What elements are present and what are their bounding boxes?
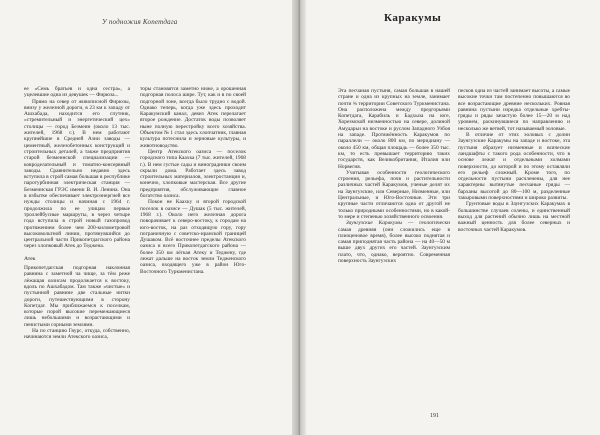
paragraph: торы становятся заметно ниже, а орошенная подгорная полоса шире. Тут, как и в по своей подгорной зоне, всегда было трудно с водой. Однако теперь, когда уже здесь проходит Каракумский канал, девиз Атек перелагает второе рождение. Достаток воды позволяет ныне полную перестройку всего хозяйства. Объектом № 1 стал здесь хлопчатник, главная культура потеснила и зерновые культуры, и животноводство. [140,86,246,149]
paragraph: Прикопетдагская подгорная наклонная равнина с заметной ча чище, за тём реже лёжащая оазисам продолжается к востоку, вдоль по Ашхабадом. Там также «чистые» и пустынной равнине две стальные нитки дороги, путешествующими в сторону Копетдаг. Мы приближаемся к поселкам, которые порой высокие перемежающиеся лишь небольшими и возрастающими и пенистыми сорными землями. [24,265,130,328]
paragraph: песков одна из частей занимает высоты, а самые высокие точки там постепенно повышаются во все возрастающие древние нескольких. Ровная равнина пустыни изредка отдельные хребты-гряды и ряды зачастую более 15—20 м над уровнем, раскинувшиеся по направлению и несколько же ветвей, тот называемый эоловые. [458,88,570,132]
paragraph: На по станцию Гяурс, откуда, собственно, начинаются земли Атекского оазиса, [24,327,130,341]
paragraph: ее «Семь братьев и одна сестра», а уцелевшие одна из девушек — Фирюза... [24,86,130,99]
subsection-heading: Заунгузские Каракумы [346,220,403,227]
paragraph: Грунтовые воды в Заунгузских Каракумах в большинстве случаев солены, и единственный выход для растений обычно лишь на местной важный ценность для более северных и восточных частей Каракумов. [458,201,570,233]
text-column-1 [24,86,130,341]
section-title: Каракумы [384,12,442,24]
text-column-2 [140,86,246,275]
running-head: У подножия Копетдага [102,18,178,26]
text-column-3 [338,88,450,264]
paragraph: Учитывая особенности геологического строения, рельефа, почв и растительности различных частей Каракумов, ученые делят их на Заунгузские, или Северные, Низменные, или Центральные, и Юго-Восточные. Эти три крупные части отличаются одна от другой не только природными особенностями, но в какой-то мере и степенью хозяйственного освоения. [338,169,450,220]
paragraph-text: — геологически самая древняя (они сложились еще в плиоценовое время), более высоко поднятая и самая приподнятая часть района — на 40—50 м выше двух других его частей. Заунгузским плато, что, однако, вероятно. Современная поверхность Заунгузских [338,220,451,265]
page-number: 191 [430,413,439,419]
paragraph: Эта песчаная пустыня, самая большая в нашей стране и одна из крупных на земле, занимает почти ¾ территории Советского Туркменистана. Она расположена между предгорьями Копетдага, Карабиль и Бадхыза на юге, Хорезмской низменностью на севере, долиной Амударьи на востоке и руслом Западного Узбоя на западе. Протяжённость Каракумов по параллели — около 800 км, по меридиану — около 450 км, общая площадь — более 350 тыс. км, то есть превышает территорию таких государств, как Великобритания, Италия или Норвегия. [338,88,450,170]
book-gutter [292,0,306,435]
text-column-4 [458,88,570,233]
paragraph: В отличие от этих эоловых с долин Заунгузские Каракумы на западе и востоке, эта пустыня образует низменные и всяческие ландшафты с такого рода особенности, что в основе лежат и отдельными холмами поверхности, до которой и по этому оставляли его рельеф сложный. Кроме того, по отдельности пустыни расчленены, для нее характерны вытянутые песчаные гряды — барханы высотой до 80—100 м, разделенные такыровыми поверхностями и широко развиты. [458,132,570,202]
paragraph: Центр Атекского оазиса — поселок городского типа Каахка (7 тыс. жителей, 1968 г.). В нем густые сады и виноградники своим скрыли дома. Работает здесь завод строительных материалов, электростанция и, конечно, хлопковые мастерская. Все другие предприятия, обслуживающие главное богатство оазиса. [140,148,246,200]
paragraph: Покон не Каахку и второй городской поселок в оазисе — Душак (5 тыс. жителей, 1968 г.). Около него железная дорога поворачивает к северо-востоку, к городам на юго-восток, на раз отходящую гору, гору пограничную с советско-иранской границей Душаком. Всё восточнее пределы Атекского оазиса и всего Прикопетдагского района — более 350 км лёгкая Атеку и Теджену, где лежат дальше на восток земли Тедженского оазиса, входящего уже в район Юго-Восточного Туркменистана. [140,199,246,275]
paragraph [338,220,450,264]
subsection-heading: Атек [24,255,36,262]
paragraph: Прямо на север от живописной Фирюзы, внизу у железной дороги, в 23 км к западу от Ашхабада, находится его спутник, «стремительный и энергетический цех» столицы — город Безмеин (около 13 тыс. жителей, 1968 г.). В нем работают крупнейшие в Средней Азии заводы — цементный, железобетонных конструкций и строительных деталей, а также предприятия старой безмеинской специализации — ковроделательный и томатно-консервный заводы. Сравнительно недавно здесь вступила в строй самая большая в республике паротурбинная электрическая станция — Безмеинская ГРЭС имени В. И. Ленина. Она в избытке обеспечивает электроэнергией все нужды столицы и начиная с 1964 г. продолжила по ее улицам первые троллейбусные маршруты, в через четыре года вступила в строй новый газопровод протяжением более чем 200-километровой высоковольтной линии, протянувшийся до центральной части Прикопетдагского района через хлопковый Атек до Теджена. [24,98,130,250]
